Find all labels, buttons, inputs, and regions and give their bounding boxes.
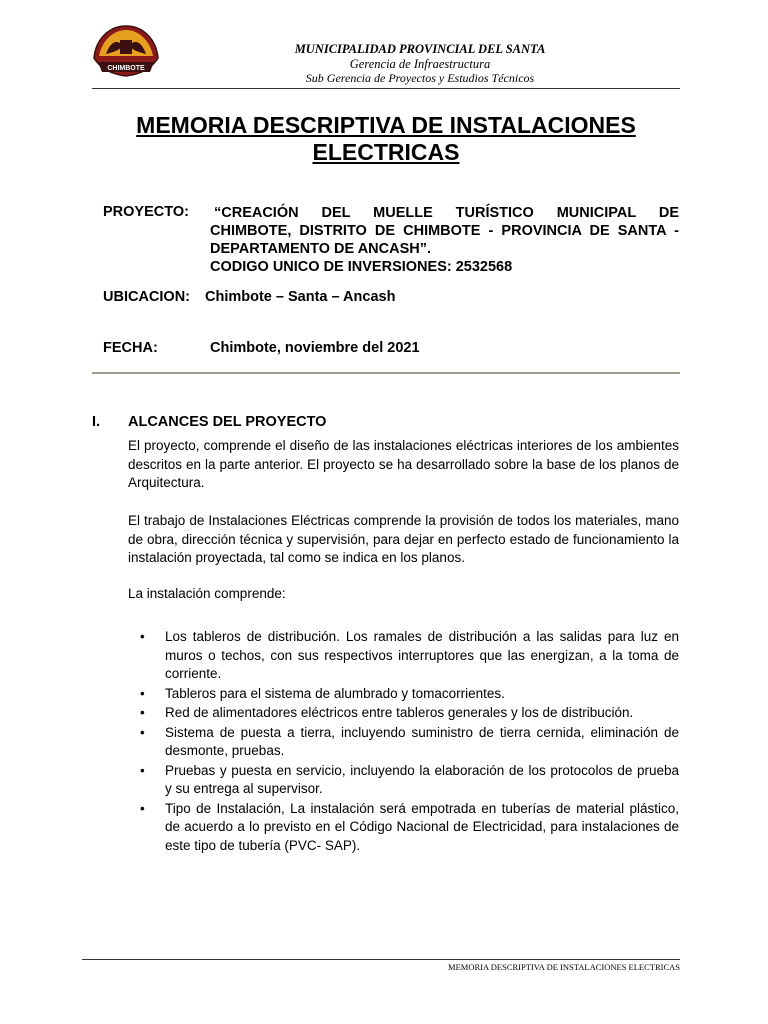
list-item-text: Pruebas y puesta en servicio, incluyendo la elaboración de los protocolos de prueba y su entrega al supervisor. — [165, 762, 679, 796]
paragraph-scope: El proyecto, comprende el diseño de las instalaciones eléctricas interiores de los ambientes descritos en la parte anterior. El proyecto se ha desarrollado sobre la base de los planos de Arquitectura. — [128, 438, 679, 490]
header-municipality: MUNICIPALIDAD PROVINCIAL DEL SANTA — [294, 42, 546, 56]
project-value — [210, 204, 679, 276]
bullet-icon: • — [140, 705, 145, 720]
list-item — [128, 800, 679, 856]
bullet-icon: • — [140, 762, 145, 778]
header-subdepartment: Sub Gerencia de Proyectos y Estudios Técnicos — [305, 71, 535, 85]
list-item — [128, 628, 679, 684]
location-value: Chimbote – Santa – Ancash — [205, 289, 396, 305]
section-title: ALCANCES DEL PROYECTO — [128, 414, 327, 430]
date-value: Chimbote, noviembre del 2021 — [210, 340, 420, 356]
section-number: I. — [92, 414, 101, 430]
bullet-icon: • — [140, 800, 145, 816]
list-item — [128, 704, 679, 723]
list-item — [128, 685, 679, 704]
bullet-icon: • — [140, 629, 145, 644]
date-label: FECHA: — [103, 340, 158, 356]
project-code: CODIGO UNICO DE INVERSIONES: 2532568 — [210, 259, 513, 275]
location-label: UBICACION: — [103, 289, 190, 305]
bullet-icon: • — [140, 685, 145, 701]
paragraph-intro-list: La instalación comprende: — [128, 586, 286, 601]
list-item — [128, 724, 679, 761]
installation-list — [128, 628, 679, 856]
header-department: Gerencia de Infraestructura — [349, 57, 491, 71]
project-line-3: DEPARTAMENTO DE ANCASH”. — [210, 241, 431, 257]
paragraph-work: El trabajo de Instalaciones Eléctricas comprende la provisión de todos los materiales, mano de obra, dirección técnica y supervisión, para dejar en perfecto estado de funcionamiento la instalación proyectada, tal como se indica en los planos. — [128, 513, 679, 565]
section-divider — [92, 372, 680, 374]
list-item — [128, 762, 679, 799]
project-line-1: “CREACIÓN DEL MUELLE TURÍSTICO MUNICIPAL DE — [214, 205, 679, 221]
footer-text: MEMORIA DESCRIPTIVA DE INSTALACIONES ELECTRICAS — [448, 962, 680, 972]
header-divider — [92, 88, 680, 89]
bullet-icon: • — [140, 724, 145, 740]
list-item-text: Sistema de puesta a tierra, incluyendo suministro de tierra cernida, eliminación de desmonte, pruebas. — [165, 724, 679, 758]
list-item-text: Tipo de Instalación, La instalación será empotrada en tuberías de material plástico, de acuerdo a lo previsto en el Código Nacional de Electricidad, para instalaciones de este tipo de tubería (PVC- SAP). — [165, 800, 679, 853]
document-title — [92, 112, 680, 166]
list-item-text: Tableros para el sistema de alumbrado y tomacorrientes. — [165, 685, 505, 701]
list-item-text: Los tableros de distribución. Los ramales de distribución a las salidas para luz en muros o techos, con sus respectivos interruptores que las energizan, a la toma de corriente. — [165, 629, 679, 681]
list-item-text: Red de alimentadores eléctricos entre tableros generales y los de distribución. — [165, 705, 634, 720]
title-line-2: ELECTRICAS — [312, 139, 460, 165]
project-label: PROYECTO: — [103, 204, 189, 220]
title-line-1: MEMORIA DESCRIPTIVA DE INSTALACIONES — [136, 112, 636, 138]
municipality-logo — [90, 24, 162, 78]
project-line-2: CHIMBOTE, DISTRITO DE CHIMBOTE - PROVINCIA DE SANTA - — [210, 223, 679, 239]
footer-divider — [82, 959, 680, 960]
logo-text: CHIMBOTE — [107, 65, 145, 72]
